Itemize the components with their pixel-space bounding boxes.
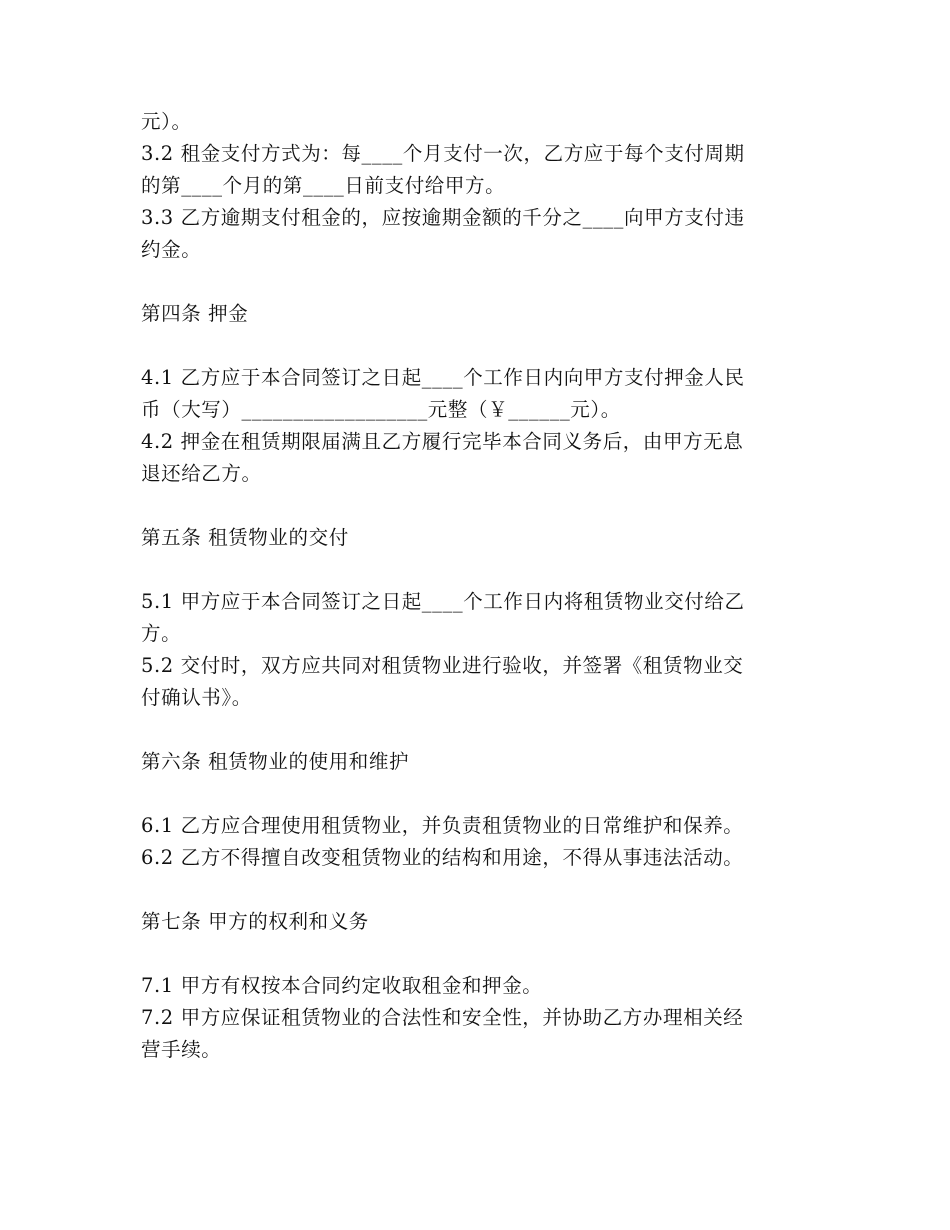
- clause-5-2-line-1: 5.2 交付时，双方应共同对租赁物业进行验收，并签署《租赁物业交: [141, 654, 744, 677]
- paragraph-gap: [141, 938, 801, 970]
- clause-4-1-line-1: 4.1 乙方应于本合同签订之日起____个工作日内向甲方支付押金人民: [141, 366, 745, 389]
- section-4-heading: 第四条 押金: [141, 302, 249, 325]
- clause-5-2-line-2: 付确认书》。: [141, 686, 252, 709]
- paragraph-gap: [141, 554, 801, 586]
- paragraph-gap: [141, 714, 801, 746]
- clause-3-3-line-2: 约金。: [141, 238, 202, 261]
- clause-5-1-line-2: 方。: [141, 622, 182, 645]
- clause-7-1: 7.1 甲方有权按本合同约定收取租金和押金。: [141, 974, 543, 997]
- paragraph-gap: [141, 778, 801, 810]
- clause-6-2: 6.2 乙方不得擅自改变租赁物业的结构和用途，不得从事违法活动。: [141, 846, 744, 869]
- clause-4-2-line-1: 4.2 押金在租赁期限届满且乙方履行完毕本合同义务后，由甲方无息: [141, 430, 744, 453]
- paragraph-gap: [141, 330, 801, 362]
- clause-7-2-line-1: 7.2 甲方应保证租赁物业的合法性和安全性，并协助乙方办理相关经: [141, 1006, 744, 1029]
- clause-3-3-line-1: 3.3 乙方逾期支付租金的，应按逾期金额的千分之____向甲方支付违: [141, 206, 745, 229]
- clause-6-1: 6.1 乙方应合理使用租赁物业，并负责租赁物业的日常维护和保养。: [141, 814, 744, 837]
- section-6-heading: 第六条 租赁物业的使用和维护: [141, 750, 410, 773]
- clause-5-1-line-1: 5.1 甲方应于本合同签订之日起____个工作日内将租赁物业交付给乙: [141, 590, 745, 613]
- document-body: [141, 106, 801, 1066]
- section-7-heading: 第七条 甲方的权利和义务: [141, 910, 369, 933]
- paragraph-gap: [141, 490, 801, 522]
- paragraph-gap: [141, 266, 801, 298]
- clause-4-2-line-2: 退还给乙方。: [141, 462, 262, 485]
- clause-3-2-line-1: 3.2 租金支付方式为：每____个月支付一次，乙方应于每个支付周期: [141, 142, 745, 165]
- section-5-heading: 第五条 租赁物业的交付: [141, 526, 349, 549]
- clause-3-1-tail: 元）。: [141, 110, 192, 133]
- clause-3-2-line-2: 的第____个月的第____日前支付给甲方。: [141, 174, 506, 197]
- clause-4-1-line-2: 币（大写）__________________元整（￥______元）。: [141, 398, 621, 421]
- paragraph-gap: [141, 874, 801, 906]
- clause-7-2-line-2: 营手续。: [141, 1038, 222, 1061]
